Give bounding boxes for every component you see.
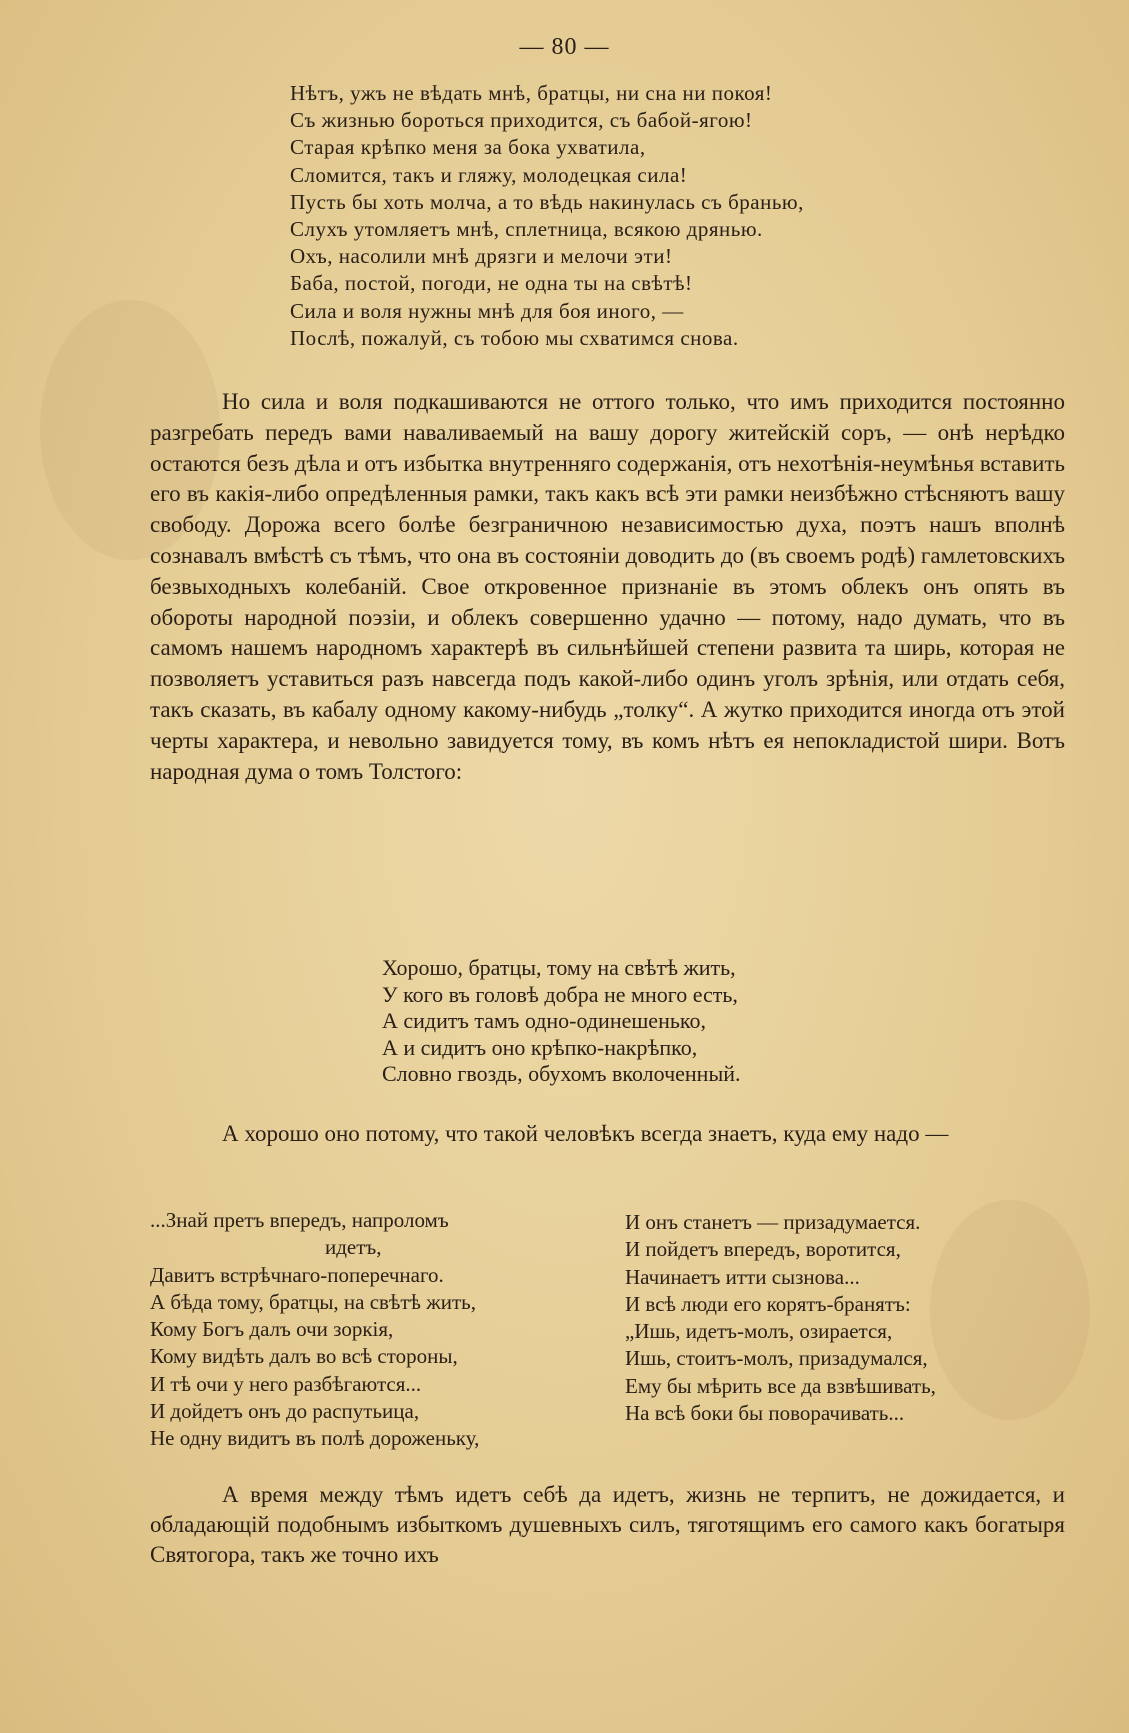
poem-line: Баба, постой, погоди, не одна ты на свѣтѣ! (290, 271, 693, 296)
poem-line: Кому Богъ далъ очи зоркія, (150, 1317, 394, 1342)
poem-line: Начинаетъ итти сызнова... (625, 1264, 860, 1289)
paper-stain (930, 1200, 1090, 1420)
poem-line: И всѣ люди его корятъ-бранятъ: (625, 1291, 911, 1316)
poem-line: Послѣ, пожалуй, съ тобою мы схватимся снова. (290, 325, 739, 350)
poem-line: Словно гвоздь, обухомъ вколоченный. (382, 1061, 741, 1086)
poem-stanza-3-right-column (625, 1209, 936, 1427)
page-number: — 80 — (519, 34, 610, 60)
poem-line: И онъ станетъ — призадумается. (625, 1210, 921, 1234)
poem-line: Пусть бы хоть молча, а то вѣдь накинулась съ бранью, (290, 189, 804, 214)
poem-line: Сила и воля нужны мнѣ для боя иного, — (290, 298, 684, 323)
poem-line: ...Знай претъ впередъ, напроломъ (150, 1208, 449, 1232)
poem-line: Ишь, стоитъ-молъ, призадумался, (625, 1346, 928, 1371)
poem-line: Съ жизнью бороться приходится, съ бабой-ягою! (290, 108, 753, 133)
poem-line: И пойдетъ впередъ, воротится, (625, 1237, 901, 1262)
body-paragraph-1: Но сила и воля подкашиваются не оттого только, что имъ приходится постоянно разгребать передъ вами наваливаемый на вашу дорогу житейскій соръ, — онѣ нерѣдко остаются безъ дѣла и отъ избытка внутренняго содержанія, отъ нехотѣнія-неумѣнья вставить его въ какія-либо опредѣленныя рамки, такъ какъ всѣ эти рамки неизбѣжно стѣсняютъ вашу свободу. Дорожа всего болѣе безграничною независимостью духа, поэтъ нашъ вполнѣ сознавалъ вмѣстѣ съ тѣмъ, что она въ состояніи доводить до (въ своемъ родѣ) гамлетовскихъ безвыходныхъ колебаній. Свое откровенное признаніе въ этомъ облекъ онъ опять въ обороты народной поэзіи, и облекъ совершенно удачно — потому, надо думать, что въ самомъ нашемъ народномъ характерѣ въ сильнѣйшей степени развита та ширь, которая не позволяетъ уставиться разъ навсегда подъ какой-либо одинъ уголъ зрѣнія, или отдать себя, такъ сказать, въ кабалу одному какому-нибудь „толку“. А жутко приходится иногда отъ этой черты характера, и невольно завидуется тому, въ комъ нѣтъ ея непокладистой шири. Вотъ народная дума о томъ Толстого: (150, 389, 1066, 784)
poem-line: Сломится, такъ и гляжу, молодецкая сила! (290, 162, 688, 187)
poem-line: У кого въ головѣ добра не много есть, (382, 981, 738, 1007)
poem-line: Слухъ утомляетъ мнѣ, сплетница, всякою дрянью. (290, 217, 763, 242)
poem-line: Не одну видитъ въ полѣ дороженьку, (150, 1426, 480, 1451)
poem-line: Давитъ встрѣчнаго-поперечнаго. (150, 1262, 444, 1287)
body-paragraph-3: А время между тѣмъ идетъ себѣ да идетъ, жизнь не терпитъ, не дожидается, и обладающій подобнымъ избыткомъ душевныхъ силъ, тяготящимъ его самого какъ богатыря Святогора, такъ же точно ихъ (150, 1482, 1065, 1567)
poem-line: И дойдетъ онъ до распутьица, (150, 1399, 420, 1424)
body-paragraph-2: А хорошо оно потому, что такой человѣкъ всегда знаетъ, куда ему надо — (222, 1121, 949, 1146)
poem-line-continuation: идетъ, (325, 1235, 382, 1260)
poem-line: Старая крѣпко меня за бока ухватила, (290, 135, 646, 160)
poem-stanza-3-left-column (150, 1207, 479, 1453)
poem-line: „Ишь, идетъ-молъ, озирается, (625, 1319, 893, 1344)
poem-stanza-2 (382, 955, 741, 1088)
poem-line: А и сидитъ оно крѣпко-накрѣпко, (382, 1034, 698, 1060)
poem-line: На всѣ боки бы поворачивать... (625, 1401, 905, 1426)
poem-stanza-1 (290, 80, 804, 352)
poem-line: Кому видѣть далъ во всѣ стороны, (150, 1344, 458, 1369)
poem-line: Нѣтъ, ужъ не вѣдать мнѣ, братцы, ни сна ни покоя! (290, 81, 773, 105)
poem-line: И тѣ очи у него разбѣгаются... (150, 1371, 422, 1396)
poem-line: Хорошо, братцы, тому на свѣтѣ жить, (382, 955, 736, 980)
poem-line: А бѣда тому, братцы, на свѣтѣ жить, (150, 1289, 476, 1314)
poem-line: Ему бы мѣрить все да взвѣшивать, (625, 1373, 936, 1398)
poem-line: Охъ, насолили мнѣ дрязги и мелочи эти! (290, 244, 673, 269)
poem-line: А сидитъ тамъ одно-одинешенько, (382, 1008, 706, 1033)
